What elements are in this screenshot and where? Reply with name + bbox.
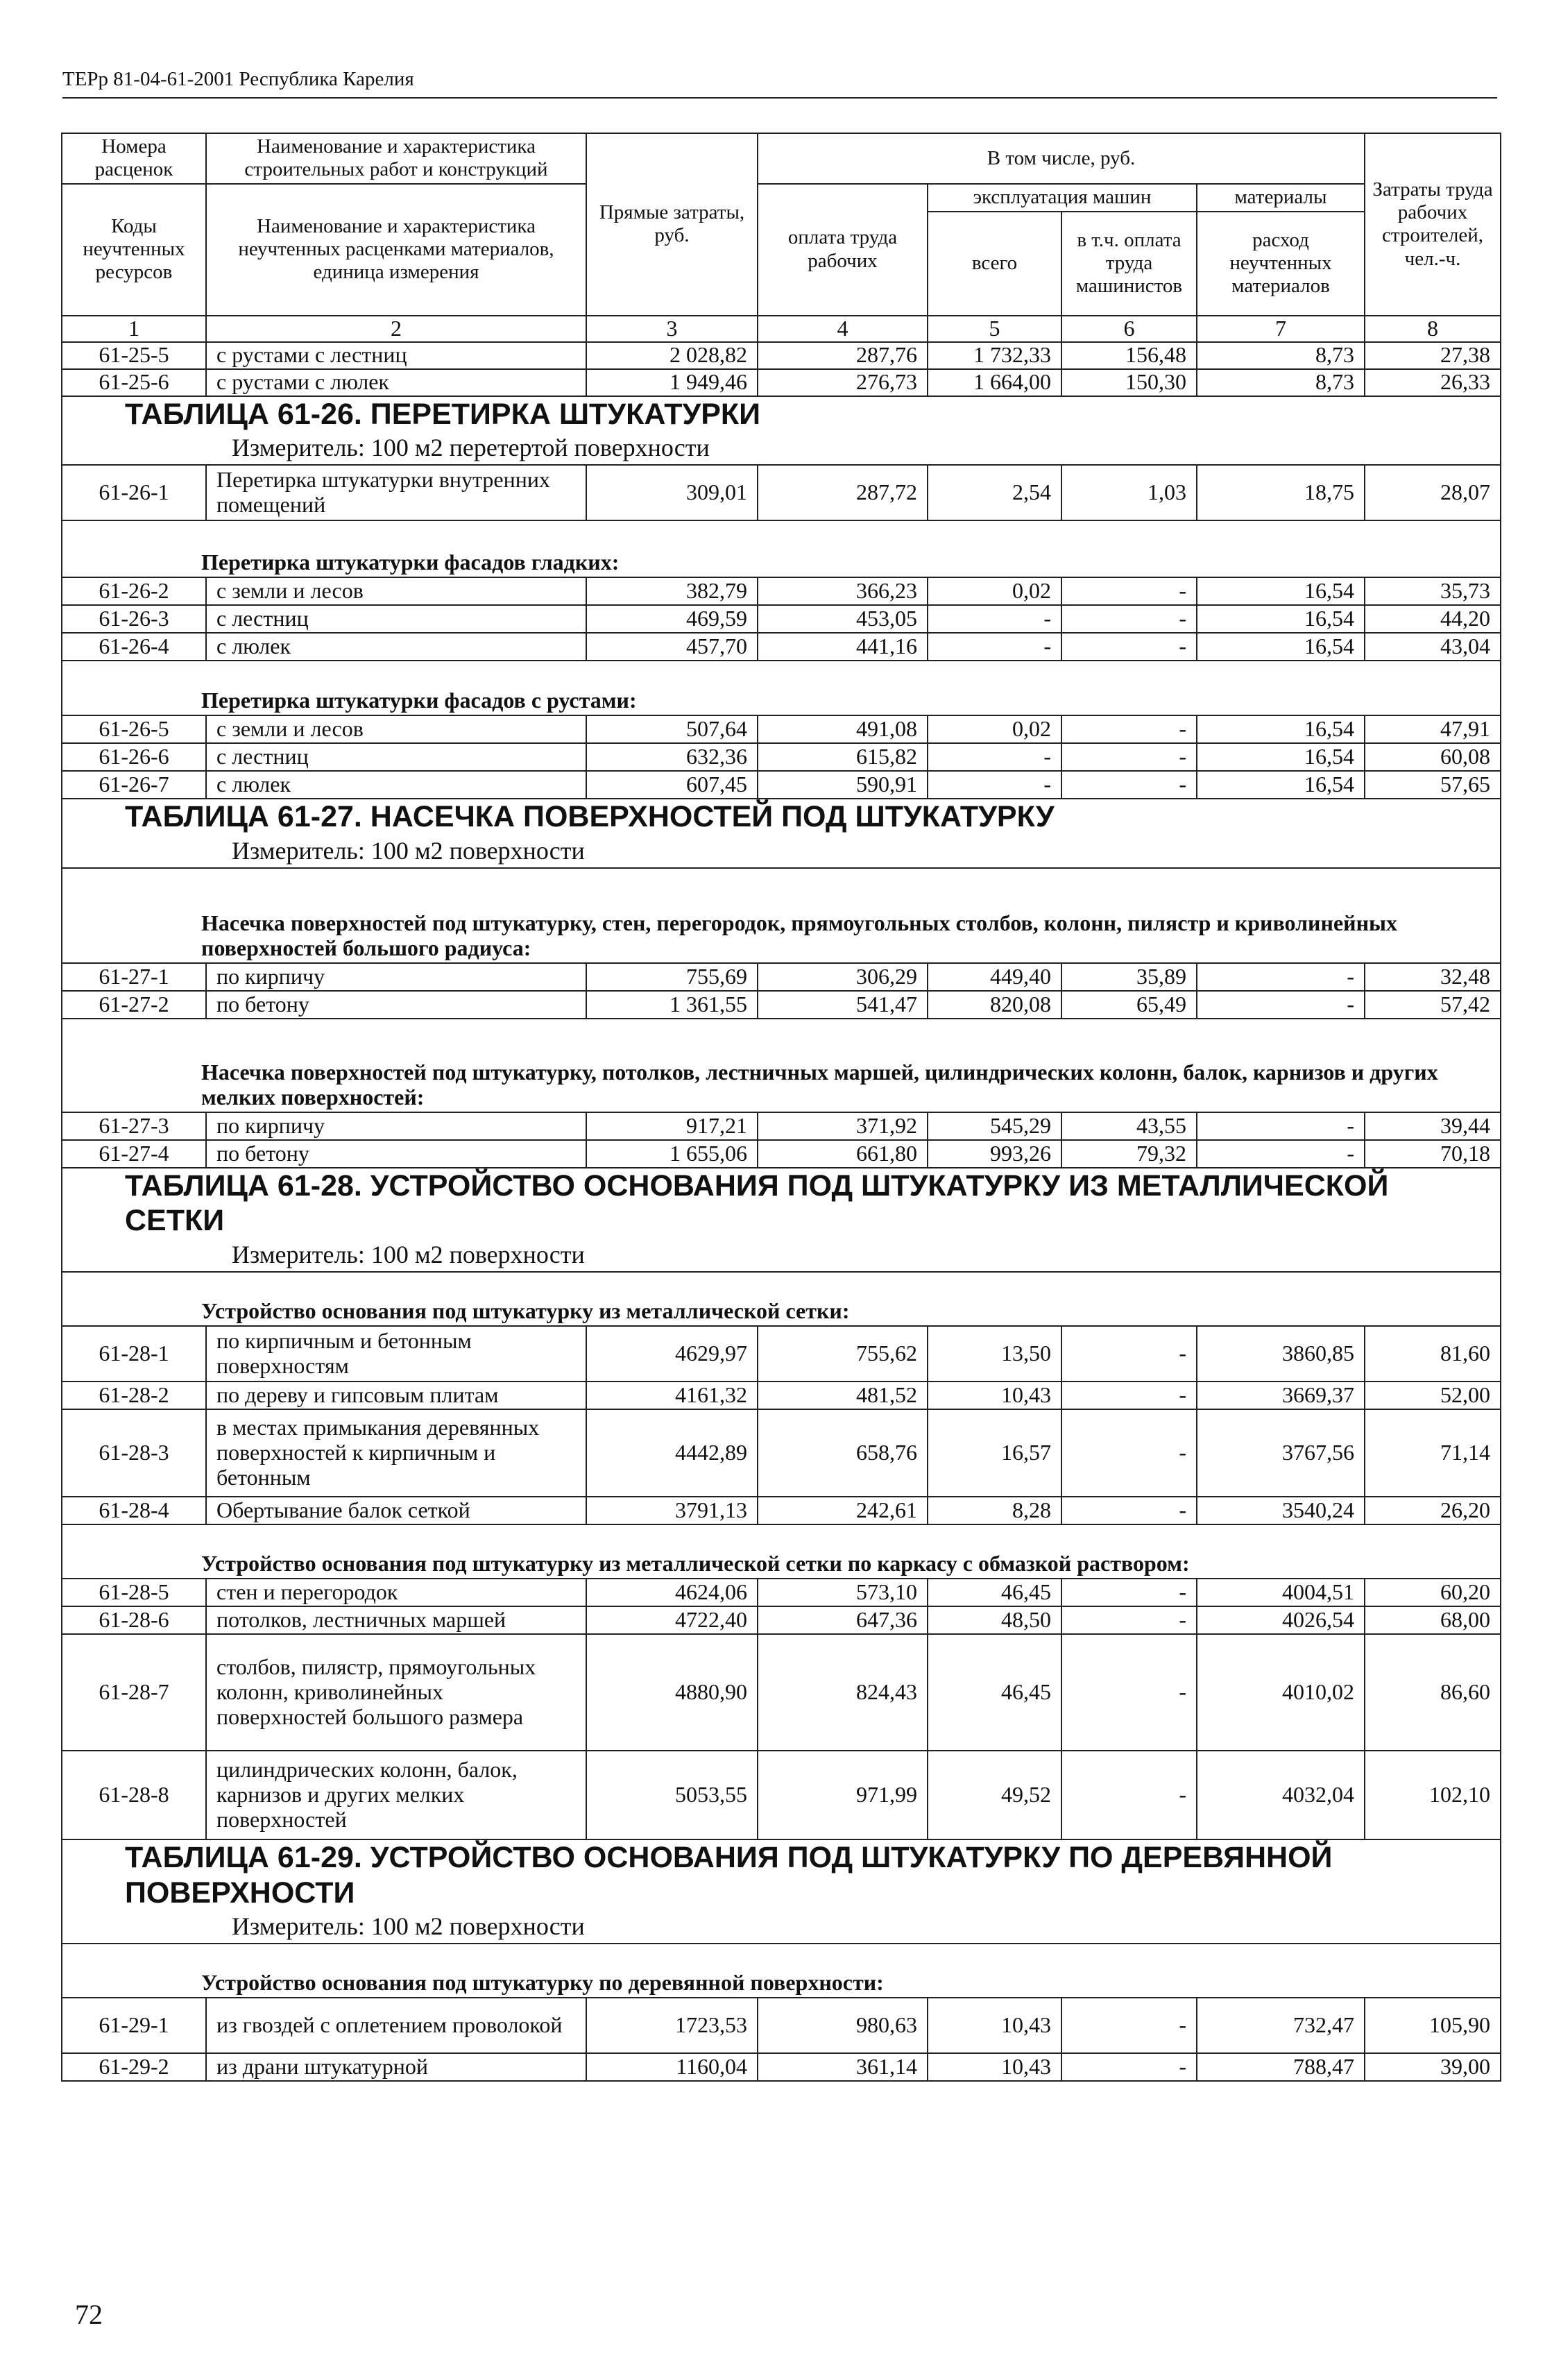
direct-cost: 4629,97 [586, 1326, 758, 1382]
table-meter: Измеритель: 100 м2 поверхности [232, 836, 585, 865]
table-row [62, 1140, 1501, 1168]
labor-pay: 371,92 [758, 1112, 928, 1140]
direct-cost: 755,69 [586, 963, 758, 991]
work-name: в местах примыкания деревянных поверхностей к кирпичным и бетонным [206, 1409, 586, 1497]
table-meter: Измеритель: 100 м2 поверхности [232, 1241, 585, 1269]
labor-pay: 658,76 [758, 1409, 928, 1497]
rate-code: 61-28-6 [62, 1606, 206, 1634]
machinists-pay: - [1061, 1634, 1197, 1751]
rate-code: 61-29-1 [62, 1998, 206, 2053]
direct-cost: 632,36 [586, 743, 758, 771]
machines-total: 449,40 [928, 963, 1061, 991]
direct-cost: 1160,04 [586, 2053, 758, 2081]
direct-cost: 607,45 [586, 771, 758, 799]
col-num: 2 [206, 316, 586, 342]
labor-pay: 481,52 [758, 1382, 928, 1409]
labor-pay: 287,72 [758, 465, 928, 520]
materials-cost: 732,47 [1197, 1998, 1365, 2053]
labor-pay: 276,73 [758, 369, 928, 396]
direct-cost: 4722,40 [586, 1606, 758, 1634]
table-row [62, 465, 1501, 520]
machines-total: 48,50 [928, 1606, 1061, 1634]
labor-pay: 573,10 [758, 1579, 928, 1606]
machines-total: 0,02 [928, 577, 1061, 605]
table-row [62, 1998, 1501, 2053]
rate-code: 61-28-3 [62, 1409, 206, 1497]
table-row [62, 991, 1501, 1019]
col-num: 4 [758, 316, 928, 342]
labor-hours: 26,33 [1365, 369, 1501, 396]
labor-pay: 361,14 [758, 2053, 928, 2081]
table-row [62, 633, 1501, 661]
labor-pay: 615,82 [758, 743, 928, 771]
machinists-pay: - [1061, 1497, 1197, 1524]
labor-hours: 43,04 [1365, 633, 1501, 661]
table-row [62, 1751, 1501, 1839]
machinists-pay: - [1061, 605, 1197, 633]
materials-cost: 16,54 [1197, 605, 1365, 633]
materials-cost: 16,54 [1197, 633, 1365, 661]
table-row [62, 1409, 1501, 1497]
labor-pay: 441,16 [758, 633, 928, 661]
materials-cost: - [1197, 991, 1365, 1019]
table-row [62, 1606, 1501, 1634]
machines-total: 46,45 [928, 1634, 1061, 1751]
col-name-top: Наименование и характеристика строительных работ и конструкций [206, 133, 586, 184]
labor-hours: 102,10 [1365, 1751, 1501, 1839]
page-header: ТЕРр 81-04-61-2001 Республика Карелия [62, 68, 414, 90]
machines-total: 0,02 [928, 715, 1061, 743]
col-name-bottom: Наименование и характеристика неучтенных расценками материалов, единица измерения [206, 184, 586, 316]
labor-hours: 60,20 [1365, 1579, 1501, 1606]
table-meter: Измеритель: 100 м2 перетертой поверхности [232, 434, 710, 462]
machinists-pay: - [1061, 2053, 1197, 2081]
labor-pay: 590,91 [758, 771, 928, 799]
rate-code: 61-26-1 [62, 465, 206, 520]
labor-pay: 541,47 [758, 991, 928, 1019]
labor-hours: 68,00 [1365, 1606, 1501, 1634]
group-heading: Насечка поверхностей под штукатурку, стен, перегородок, прямоугольных столбов, колонн, пилястр и криволинейных поверхностей большого радиуса: [62, 868, 1501, 963]
direct-cost: 382,79 [586, 577, 758, 605]
table-title: ПОВЕРХНОСТИ [125, 1876, 355, 1910]
work-name: с рустами с лестниц [206, 342, 586, 369]
work-name: потолков, лестничных маршей [206, 1606, 586, 1634]
direct-cost: 1 949,46 [586, 369, 758, 396]
table-row [62, 1634, 1501, 1751]
labor-hours: 32,48 [1365, 963, 1501, 991]
labor-pay: 661,80 [758, 1140, 928, 1168]
col-num: 6 [1061, 316, 1197, 342]
machines-total: 46,45 [928, 1579, 1061, 1606]
labor-hours: 81,60 [1365, 1326, 1501, 1382]
table-title-block [62, 396, 1501, 466]
rate-code: 61-28-4 [62, 1497, 206, 1524]
labor-pay: 647,36 [758, 1606, 928, 1634]
machinists-pay: - [1061, 577, 1197, 605]
labor-hours: 52,00 [1365, 1382, 1501, 1409]
materials-cost: 16,54 [1197, 743, 1365, 771]
labor-pay: 306,29 [758, 963, 928, 991]
work-name: с земли и лесов [206, 577, 586, 605]
machines-total: 49,52 [928, 1751, 1061, 1839]
labor-hours: 35,73 [1365, 577, 1501, 605]
work-name: по бетону [206, 1140, 586, 1168]
direct-cost: 4624,06 [586, 1579, 758, 1606]
col-materials: материалы [1197, 184, 1365, 212]
labor-pay: 755,62 [758, 1326, 928, 1382]
work-name: с люлек [206, 633, 586, 661]
table-title: СЕТКИ [125, 1204, 225, 1238]
machinists-pay: 43,55 [1061, 1112, 1197, 1140]
work-name: с земли и лесов [206, 715, 586, 743]
group-heading: Перетирка штукатурки фасадов с рустами: [62, 661, 1501, 715]
rate-code: 61-29-2 [62, 2053, 206, 2081]
materials-cost: 4010,02 [1197, 1634, 1365, 1751]
col-num: 8 [1365, 316, 1501, 342]
labor-hours: 27,38 [1365, 342, 1501, 369]
col-machinists: в т.ч. оплата труда машинистов [1061, 212, 1197, 316]
work-name: стен и перегородок [206, 1579, 586, 1606]
machinists-pay: 35,89 [1061, 963, 1197, 991]
materials-cost: 3669,37 [1197, 1382, 1365, 1409]
labor-hours: 26,20 [1365, 1497, 1501, 1524]
table-title: ТАБЛИЦА 61-27. НАСЕЧКА ПОВЕРХНОСТЕЙ ПОД ШТУКАТУРКУ [125, 800, 1055, 834]
direct-cost: 457,70 [586, 633, 758, 661]
work-name: по кирпичным и бетонным поверхностям [206, 1326, 586, 1382]
work-name: Обертывание балок сеткой [206, 1497, 586, 1524]
labor-hours: 105,90 [1365, 1998, 1501, 2053]
machines-total: 1 732,33 [928, 342, 1061, 369]
direct-cost: 917,21 [586, 1112, 758, 1140]
materials-cost: 788,47 [1197, 2053, 1365, 2081]
table-title-block [62, 799, 1501, 868]
direct-cost: 4880,90 [586, 1634, 758, 1751]
work-name: по бетону [206, 991, 586, 1019]
table-row [62, 1382, 1501, 1409]
work-name: по кирпичу [206, 1112, 586, 1140]
table-row [62, 577, 1501, 605]
table-row [62, 715, 1501, 743]
table-row [62, 369, 1501, 396]
machinists-pay: - [1061, 1606, 1197, 1634]
labor-hours: 86,60 [1365, 1634, 1501, 1751]
table-title-block [62, 1839, 1501, 1944]
labor-hours: 70,18 [1365, 1140, 1501, 1168]
direct-cost: 507,64 [586, 715, 758, 743]
rate-code: 61-26-7 [62, 771, 206, 799]
materials-cost: 8,73 [1197, 342, 1365, 369]
labor-pay: 242,61 [758, 1497, 928, 1524]
machinists-pay: - [1061, 1579, 1197, 1606]
table-meter: Измеритель: 100 м2 поверхности [232, 1912, 585, 1941]
group-heading: Перетирка штукатурки фасадов гладких: [62, 520, 1501, 577]
col-direct: Прямые затраты, руб. [586, 133, 758, 316]
table-row [62, 1326, 1501, 1382]
work-name: столбов, пилястр, прямоугольных колонн, криволинейных поверхностей большого размера [206, 1634, 586, 1751]
direct-cost: 1 655,06 [586, 1140, 758, 1168]
col-labor: Затраты труда рабочих строителей, чел.-ч. [1365, 133, 1501, 316]
machinists-pay: 1,03 [1061, 465, 1197, 520]
price-table [61, 133, 1501, 2082]
labor-hours: 57,65 [1365, 771, 1501, 799]
work-name: с лестниц [206, 605, 586, 633]
direct-cost: 3791,13 [586, 1497, 758, 1524]
materials-cost: - [1197, 1112, 1365, 1140]
materials-cost: 16,54 [1197, 715, 1365, 743]
machines-total: 2,54 [928, 465, 1061, 520]
work-name: с люлек [206, 771, 586, 799]
table-row [62, 1497, 1501, 1524]
work-name: цилиндрических колонн, балок, карнизов и других мелких поверхностей [206, 1751, 586, 1839]
rate-code: 61-28-8 [62, 1751, 206, 1839]
rate-code: 61-26-4 [62, 633, 206, 661]
rate-code: 61-25-6 [62, 369, 206, 396]
col-labor-pay: оплата труда рабочих [758, 184, 928, 316]
table-title-block [62, 1168, 1501, 1272]
direct-cost: 2 028,82 [586, 342, 758, 369]
col-codes-top: Номера расценок [62, 133, 206, 184]
table-title: ТАБЛИЦА 61-26. ПЕРЕТИРКА ШТУКАТУРКИ [125, 397, 761, 431]
col-num: 1 [62, 316, 206, 342]
work-name: по кирпичу [206, 963, 586, 991]
direct-cost: 469,59 [586, 605, 758, 633]
machines-total: 10,43 [928, 1998, 1061, 2053]
machines-total: 10,43 [928, 1382, 1061, 1409]
machines-total: 545,29 [928, 1112, 1061, 1140]
materials-cost: 4004,51 [1197, 1579, 1365, 1606]
group-heading: Устройство основания под штукатурку из металлической сетки: [62, 1272, 1501, 1326]
materials-cost: 18,75 [1197, 465, 1365, 520]
col-num: 3 [586, 316, 758, 342]
machinists-pay: - [1061, 1326, 1197, 1382]
materials-cost: - [1197, 963, 1365, 991]
rate-code: 61-27-1 [62, 963, 206, 991]
direct-cost: 309,01 [586, 465, 758, 520]
materials-cost: 3767,56 [1197, 1409, 1365, 1497]
machinists-pay: - [1061, 1409, 1197, 1497]
materials-cost: 16,54 [1197, 771, 1365, 799]
labor-pay: 366,23 [758, 577, 928, 605]
machines-total: 10,43 [928, 2053, 1061, 2081]
machines-total: - [928, 633, 1061, 661]
table-row [62, 743, 1501, 771]
col-num: 7 [1197, 316, 1365, 342]
materials-cost: 3860,85 [1197, 1326, 1365, 1382]
machinists-pay: 79,32 [1061, 1140, 1197, 1168]
machinists-pay: - [1061, 715, 1197, 743]
machines-total: 820,08 [928, 991, 1061, 1019]
machines-total: 13,50 [928, 1326, 1061, 1382]
rate-code: 61-28-2 [62, 1382, 206, 1409]
labor-hours: 44,20 [1365, 605, 1501, 633]
direct-cost: 4161,32 [586, 1382, 758, 1409]
group-heading: Устройство основания под штукатурку из металлической сетки по каркасу с обмазкой раствором: [62, 1524, 1501, 1579]
col-num: 5 [928, 316, 1061, 342]
rate-code: 61-27-3 [62, 1112, 206, 1140]
group-heading: Устройство основания под штукатурку по деревянной поверхности: [62, 1944, 1501, 1998]
machinists-pay: - [1061, 1751, 1197, 1839]
rate-code: 61-26-3 [62, 605, 206, 633]
materials-cost: - [1197, 1140, 1365, 1168]
machines-total: 1 664,00 [928, 369, 1061, 396]
rate-code: 61-25-5 [62, 342, 206, 369]
table-row [62, 2053, 1501, 2081]
group-heading: Насечка поверхностей под штукатурку, потолков, лестничных маршей, цилиндрических колонн, балок, карнизов и других мелких поверхностей: [62, 1019, 1501, 1112]
machinists-pay: - [1061, 743, 1197, 771]
rate-code: 61-26-2 [62, 577, 206, 605]
table-title: ТАБЛИЦА 61-28. УСТРОЙСТВО ОСНОВАНИЯ ПОД ШТУКАТУРКУ ИЗ МЕТАЛЛИЧЕСКОЙ [125, 1168, 1389, 1202]
work-name: из драни штукатурной [206, 2053, 586, 2081]
machinists-pay: - [1061, 1998, 1197, 2053]
rate-code: 61-27-4 [62, 1140, 206, 1168]
materials-cost: 4032,04 [1197, 1751, 1365, 1839]
labor-pay: 453,05 [758, 605, 928, 633]
labor-hours: 39,00 [1365, 2053, 1501, 2081]
machines-total: 993,26 [928, 1140, 1061, 1168]
materials-cost: 4026,54 [1197, 1606, 1365, 1634]
work-name: из гвоздей с оплетением проволокой [206, 1998, 586, 2053]
direct-cost: 1723,53 [586, 1998, 758, 2053]
col-codes-bottom: Коды неучтенных ресурсов [62, 184, 206, 316]
machines-total: - [928, 743, 1061, 771]
col-incl: В том числе, руб. [758, 133, 1365, 184]
labor-pay: 980,63 [758, 1998, 928, 2053]
table-row [62, 1579, 1501, 1606]
page-number: 72 [75, 2299, 103, 2330]
materials-cost: 8,73 [1197, 369, 1365, 396]
machinists-pay: - [1061, 771, 1197, 799]
header-rule [62, 97, 1497, 99]
machinists-pay: - [1061, 1382, 1197, 1409]
work-name: по дереву и гипсовым плитам [206, 1382, 586, 1409]
labor-pay: 971,99 [758, 1751, 928, 1839]
rate-code: 61-27-2 [62, 991, 206, 1019]
machines-total: - [928, 605, 1061, 633]
rate-code: 61-26-5 [62, 715, 206, 743]
table-row [62, 1112, 1501, 1140]
machines-total: 16,57 [928, 1409, 1061, 1497]
machines-total: 8,28 [928, 1497, 1061, 1524]
table-row [62, 963, 1501, 991]
work-name: с лестниц [206, 743, 586, 771]
materials-cost: 3540,24 [1197, 1497, 1365, 1524]
machines-total: - [928, 771, 1061, 799]
col-materials-sub: расход неучтенных материалов [1197, 212, 1365, 316]
labor-pay: 824,43 [758, 1634, 928, 1751]
labor-hours: 71,14 [1365, 1409, 1501, 1497]
table-row [62, 771, 1501, 799]
rate-code: 61-28-5 [62, 1579, 206, 1606]
direct-cost: 5053,55 [586, 1751, 758, 1839]
work-name: с рустами с люлек [206, 369, 586, 396]
labor-hours: 39,44 [1365, 1112, 1501, 1140]
labor-pay: 491,08 [758, 715, 928, 743]
rate-code: 61-28-1 [62, 1326, 206, 1382]
labor-hours: 60,08 [1365, 743, 1501, 771]
rate-code: 61-28-7 [62, 1634, 206, 1751]
machinists-pay: - [1061, 633, 1197, 661]
machinists-pay: 150,30 [1061, 369, 1197, 396]
table-row [62, 605, 1501, 633]
col-machines: эксплуатация машин [928, 184, 1197, 212]
labor-hours: 28,07 [1365, 465, 1501, 520]
rate-code: 61-26-6 [62, 743, 206, 771]
labor-hours: 47,91 [1365, 715, 1501, 743]
labor-pay: 287,76 [758, 342, 928, 369]
table-row [62, 342, 1501, 369]
labor-hours: 57,42 [1365, 991, 1501, 1019]
direct-cost: 4442,89 [586, 1409, 758, 1497]
materials-cost: 16,54 [1197, 577, 1365, 605]
machinists-pay: 65,49 [1061, 991, 1197, 1019]
machinists-pay: 156,48 [1061, 342, 1197, 369]
work-name: Перетирка штукатурки внутренних помещений [206, 465, 586, 520]
col-machines-total: всего [928, 212, 1061, 316]
direct-cost: 1 361,55 [586, 991, 758, 1019]
table-title: ТАБЛИЦА 61-29. УСТРОЙСТВО ОСНОВАНИЯ ПОД ШТУКАТУРКУ ПО ДЕРЕВЯННОЙ [125, 1841, 1333, 1875]
